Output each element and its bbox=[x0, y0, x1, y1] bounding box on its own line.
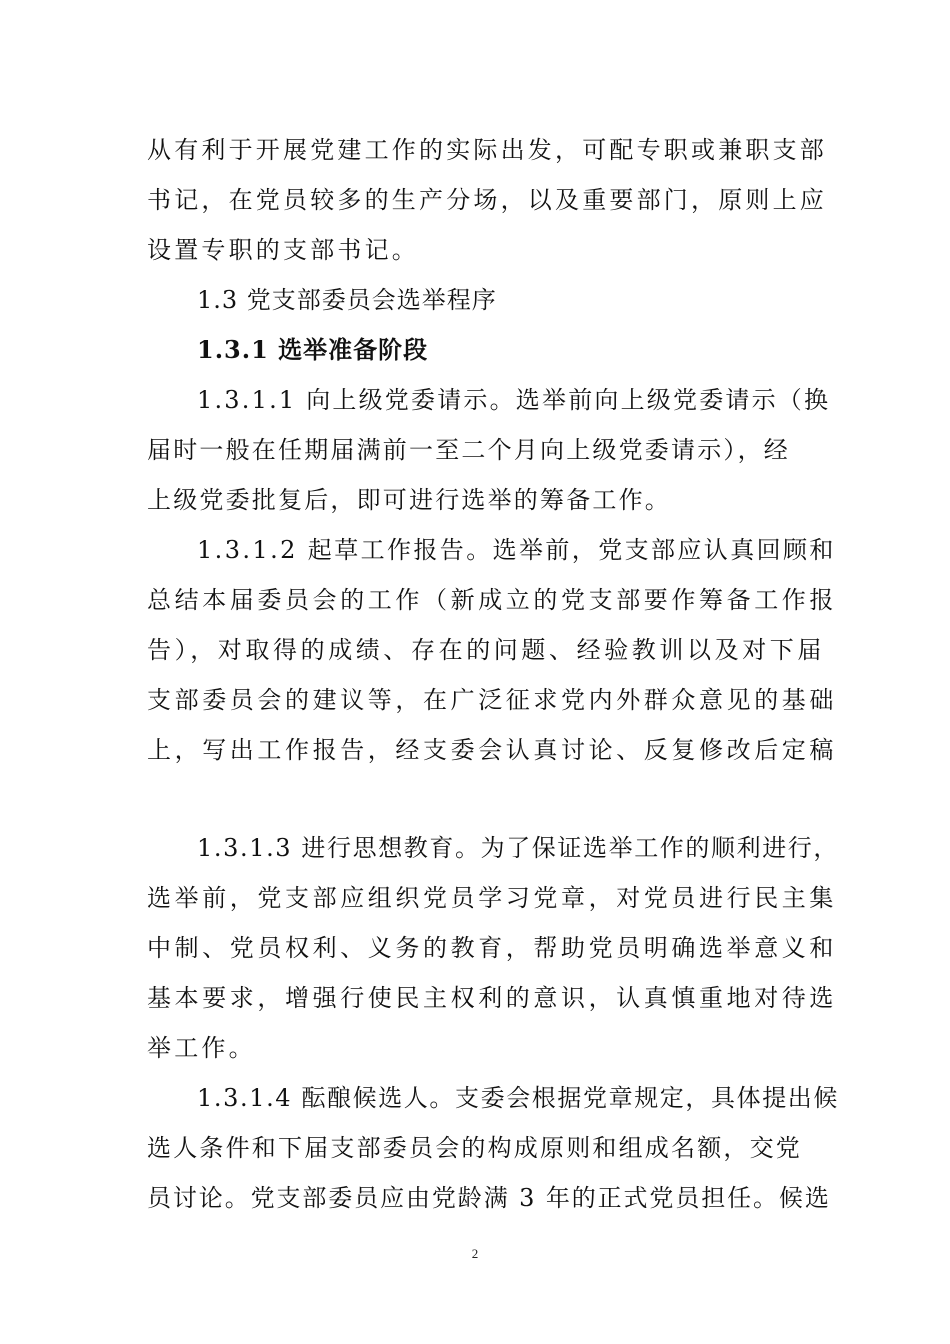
paragraph-line: 设置专职的支部书记。 bbox=[147, 236, 419, 264]
paragraph-line: 举工作。 bbox=[147, 1034, 256, 1062]
paragraph-line: 选人条件和下届支部委员会的构成原则和组成名额，交党 bbox=[147, 1134, 802, 1162]
paragraph-line: 上，写出工作报告，经支委会认真讨论、反复修改后定稿 bbox=[147, 736, 837, 764]
paragraph-line: 中制、党员权利、义务的教育，帮助党员明确选举意义和 bbox=[147, 934, 837, 962]
paragraph-line: 上级党委批复后，即可进行选举的筹备工作。 bbox=[147, 486, 671, 514]
page-number: 2 bbox=[471, 1246, 479, 1261]
paragraph-line: 届时一般在任期届满前一至二个月向上级党委请示），经 bbox=[147, 436, 790, 464]
paragraph-line: 1.3.1.2 起草工作报告。选举前，党支部应认真回顾和 bbox=[197, 536, 836, 564]
section-heading-1-3: 1.3 党支部委员会选举程序 bbox=[197, 286, 497, 314]
paragraph-line: 从有利于开展党建工作的实际出发，可配专职或兼职支部 bbox=[147, 136, 827, 164]
paragraph-line: 基本要求，增强行使民主权利的意识，认真慎重地对待选 bbox=[147, 984, 837, 1012]
paragraph-line: 1.3.1.3 进行思想教育。为了保证选举工作的顺利进行， bbox=[197, 834, 839, 862]
paragraph-line: 告），对取得的成绩、存在的问题、经验教训以及对下届 bbox=[147, 636, 825, 664]
paragraph-line: 1.3.1.1 向上级党委请示。选举前向上级党委请示（换 bbox=[197, 386, 831, 414]
section-heading-1-3-1: 1.3.1 选举准备阶段 bbox=[197, 335, 429, 364]
paragraph-line: 支部委员会的建议等，在广泛征求党内外群众意见的基础 bbox=[147, 686, 837, 714]
paragraph-line: 员讨论。党支部委员应由党龄满 3 年的正式党员担任。候选 bbox=[147, 1184, 831, 1212]
paragraph-line: 书记，在党员较多的生产分场，以及重要部门，原则上应 bbox=[147, 186, 827, 214]
paragraph-line: 选举前，党支部应组织党员学习党章，对党员进行民主集 bbox=[147, 884, 837, 912]
paragraph-line: 1.3.1.4 酝酿候选人。支委会根据党章规定，具体提出候 bbox=[197, 1084, 839, 1112]
paragraph-line: 总结本届委员会的工作（新成立的党支部要作筹备工作报 bbox=[147, 586, 837, 614]
